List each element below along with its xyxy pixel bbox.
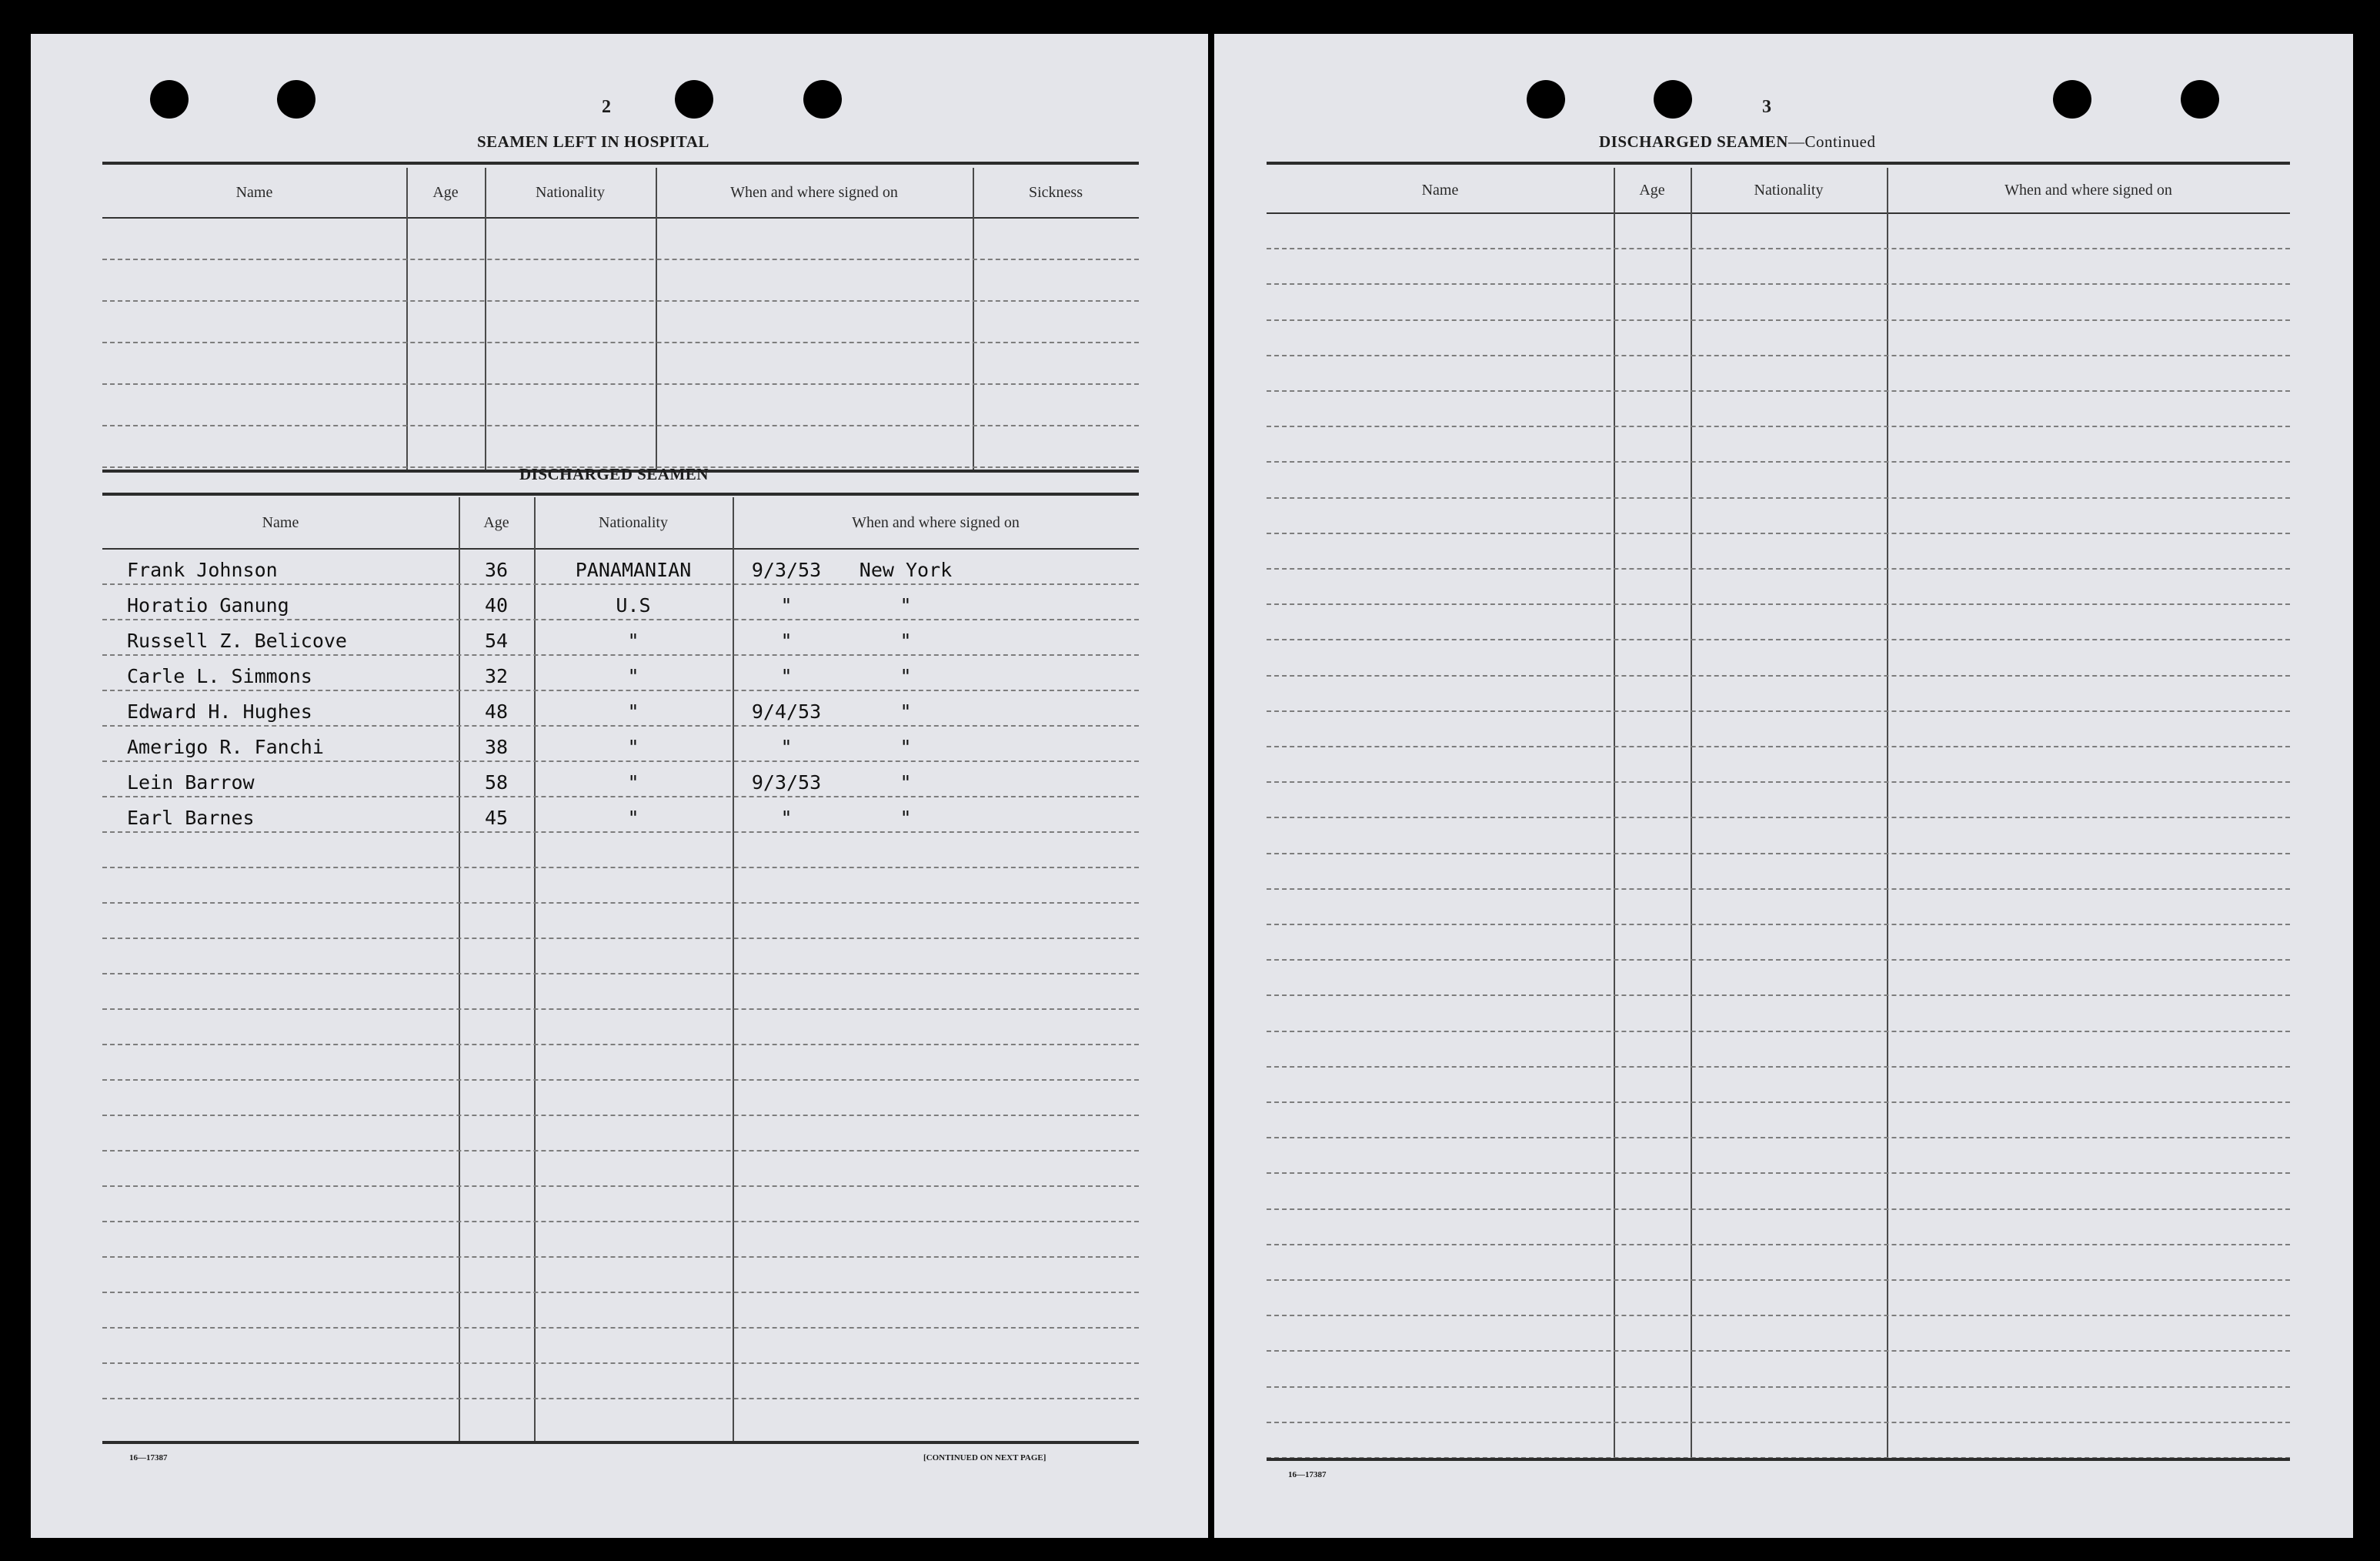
col-header-sickness: Sickness <box>1029 183 1083 201</box>
bottom-rule <box>1267 1458 2290 1461</box>
discharged-table-row <box>102 938 1139 974</box>
col-header-signed-on: When and where signed on <box>852 513 1020 531</box>
discharged-table-row <box>102 902 1139 939</box>
continued-table-row <box>1267 1386 2290 1423</box>
top-rule <box>102 162 1139 165</box>
continued-table-row <box>1267 1208 2290 1245</box>
col-header-age: Age <box>483 513 509 531</box>
signed-on-date: " <box>780 807 793 829</box>
continued-table-row <box>1267 497 2290 534</box>
seaman-name: Carle L. Simmons <box>127 665 312 687</box>
col-header-age: Age <box>432 183 459 201</box>
punch-hole <box>277 80 315 119</box>
discharged-table-row <box>102 760 1139 797</box>
hospital-table-row <box>102 300 1139 343</box>
col-header-nationality: Nationality <box>599 513 668 531</box>
discharged-table-row <box>102 619 1139 656</box>
hospital-table-header <box>102 168 1139 219</box>
seaman-name: Horatio Ganung <box>127 594 289 617</box>
continued-table-row <box>1267 994 2290 1031</box>
seaman-nationality: " <box>627 665 639 687</box>
signed-on-date: 9/3/53 <box>751 559 822 581</box>
seaman-age: 38 <box>484 736 509 758</box>
title-main: DISCHARGED SEAMEN <box>1599 132 1788 151</box>
discharged-continued-table <box>1267 168 2290 1458</box>
discharged-table-row <box>102 1256 1139 1293</box>
title-continued: —Continued <box>1788 132 1876 151</box>
signed-on-date: " <box>780 594 793 617</box>
bottom-rule <box>102 1441 1139 1444</box>
seaman-nationality: " <box>627 736 639 758</box>
hospital-table-row <box>102 425 1139 468</box>
continued-table-row <box>1267 426 2290 463</box>
seaman-age: 48 <box>484 700 509 723</box>
seaman-name: Lein Barrow <box>127 771 255 794</box>
discharged-table-row <box>102 690 1139 727</box>
continued-table-row <box>1267 639 2290 676</box>
col-header-age: Age <box>1639 181 1665 199</box>
continued-table-row <box>1267 1101 2290 1138</box>
left-page <box>31 34 1208 1538</box>
seaman-age: 45 <box>484 807 509 829</box>
seaman-nationality: " <box>627 771 639 794</box>
seaman-name: Amerigo R. Fanchi <box>127 736 324 758</box>
seaman-name: Frank Johnson <box>127 559 278 581</box>
continued-table-row <box>1267 888 2290 925</box>
col-header-signed-on: When and where signed on <box>730 183 898 201</box>
top-rule <box>1267 162 2290 165</box>
hospital-table-row <box>102 217 1139 260</box>
continued-table-header <box>1267 168 2290 214</box>
signed-on-date: " <box>780 736 793 758</box>
signed-on-place: " <box>900 771 912 794</box>
signed-on-date: " <box>780 630 793 652</box>
continued-table-row <box>1267 1244 2290 1281</box>
form-code: 16—17387 <box>1288 1470 1327 1479</box>
discharged-continued-title <box>1599 132 1875 152</box>
seaman-nationality: " <box>627 700 639 723</box>
continued-table-row <box>1267 568 2290 605</box>
discharged-table-row <box>102 1150 1139 1187</box>
continued-table-row <box>1267 1172 2290 1209</box>
hospital-section-title: SEAMEN LEFT IN HOSPITAL <box>477 132 709 151</box>
punch-hole <box>675 80 713 119</box>
punch-hole <box>2181 80 2219 119</box>
col-header-nationality: Nationality <box>536 183 605 201</box>
seaman-name: Edward H. Hughes <box>127 700 312 723</box>
continued-table-row <box>1267 390 2290 427</box>
discharged-table-row <box>102 548 1139 585</box>
seaman-nationality: U.S <box>616 594 651 617</box>
discharged-table-row <box>102 831 1139 868</box>
signed-on-date: 9/3/53 <box>751 771 822 794</box>
seaman-age: 54 <box>484 630 509 652</box>
signed-on-place: " <box>900 807 912 829</box>
seaman-age: 32 <box>484 665 509 687</box>
hospital-table-row <box>102 342 1139 385</box>
discharged-table-row <box>102 1327 1139 1364</box>
continued-table-row <box>1267 675 2290 712</box>
discharged-table-row <box>102 1292 1139 1329</box>
continued-table-row <box>1267 746 2290 783</box>
signed-on-place: " <box>900 700 912 723</box>
seaman-age: 40 <box>484 594 509 617</box>
continued-table-row <box>1267 603 2290 640</box>
discharged-table-row <box>102 654 1139 691</box>
continued-table-row <box>1267 1137 2290 1174</box>
discharged-table-row <box>102 1185 1139 1222</box>
col-header-signed-on: When and where signed on <box>2004 181 2172 199</box>
seaman-name: Russell Z. Belicove <box>127 630 347 652</box>
seaman-nationality: " <box>627 807 639 829</box>
continued-table-row <box>1267 1066 2290 1103</box>
page-number: 3 <box>1762 97 1771 117</box>
seaman-nationality: PANAMANIAN <box>575 559 692 581</box>
col-header-name: Name <box>235 183 273 201</box>
seaman-age: 36 <box>484 559 509 581</box>
discharged-table-row <box>102 1044 1139 1081</box>
signed-on-date: " <box>780 665 793 687</box>
continued-table-row <box>1267 853 2290 890</box>
discharged-seamen-table <box>102 497 1139 1441</box>
continued-table-row <box>1267 1350 2290 1387</box>
right-page <box>1214 34 2353 1538</box>
continued-table-row <box>1267 1031 2290 1068</box>
punch-hole <box>150 80 189 119</box>
discharged-table-row <box>102 1362 1139 1399</box>
continued-table-row <box>1267 710 2290 747</box>
continued-table-row <box>1267 1315 2290 1352</box>
punch-hole <box>2053 80 2091 119</box>
signed-on-place: " <box>900 630 912 652</box>
discharged-table-row <box>102 796 1139 833</box>
discharged-table-row <box>102 725 1139 762</box>
hospital-table-row <box>102 383 1139 426</box>
continued-table-row <box>1267 212 2290 249</box>
discharged-table-row <box>102 1221 1139 1258</box>
continued-table-row <box>1267 533 2290 570</box>
continued-table-row <box>1267 1422 2290 1459</box>
hospital-table-row <box>102 259 1139 302</box>
continued-table-row <box>1267 959 2290 996</box>
discharged-table-row <box>102 1115 1139 1152</box>
hospital-table <box>102 168 1139 470</box>
discharged-section-title: DISCHARGED SEAMEN <box>519 465 709 483</box>
discharged-table-row <box>102 1079 1139 1116</box>
signed-on-place: " <box>900 594 912 617</box>
col-header-name: Name <box>1421 181 1459 199</box>
punch-hole <box>803 80 842 119</box>
punch-hole <box>1527 80 1565 119</box>
continued-table-row <box>1267 1279 2290 1316</box>
continued-table-row <box>1267 319 2290 356</box>
section-rule <box>102 493 1139 496</box>
form-code: 16—17387 <box>129 1453 168 1462</box>
continued-table-row <box>1267 461 2290 498</box>
signed-on-place: New York <box>859 559 953 581</box>
continued-table-row <box>1267 817 2290 854</box>
continued-note: [CONTINUED ON NEXT PAGE] <box>923 1453 1046 1462</box>
signed-on-place: " <box>900 736 912 758</box>
seaman-age: 58 <box>484 771 509 794</box>
discharged-table-row <box>102 867 1139 904</box>
seaman-nationality: " <box>627 630 639 652</box>
seaman-name: Earl Barnes <box>127 807 255 829</box>
continued-table-row <box>1267 283 2290 320</box>
discharged-table-header <box>102 497 1139 550</box>
discharged-table-row <box>102 1008 1139 1045</box>
punch-hole <box>1654 80 1692 119</box>
discharged-table-row <box>102 973 1139 1010</box>
continued-table-row <box>1267 355 2290 392</box>
col-header-nationality: Nationality <box>1754 181 1824 199</box>
col-header-name: Name <box>262 513 299 531</box>
signed-on-date: 9/4/53 <box>751 700 822 723</box>
continued-table-row <box>1267 248 2290 285</box>
continued-table-row <box>1267 781 2290 818</box>
continued-table-row <box>1267 924 2290 961</box>
signed-on-place: " <box>900 665 912 687</box>
discharged-table-row <box>102 583 1139 620</box>
page-number: 2 <box>602 97 611 117</box>
